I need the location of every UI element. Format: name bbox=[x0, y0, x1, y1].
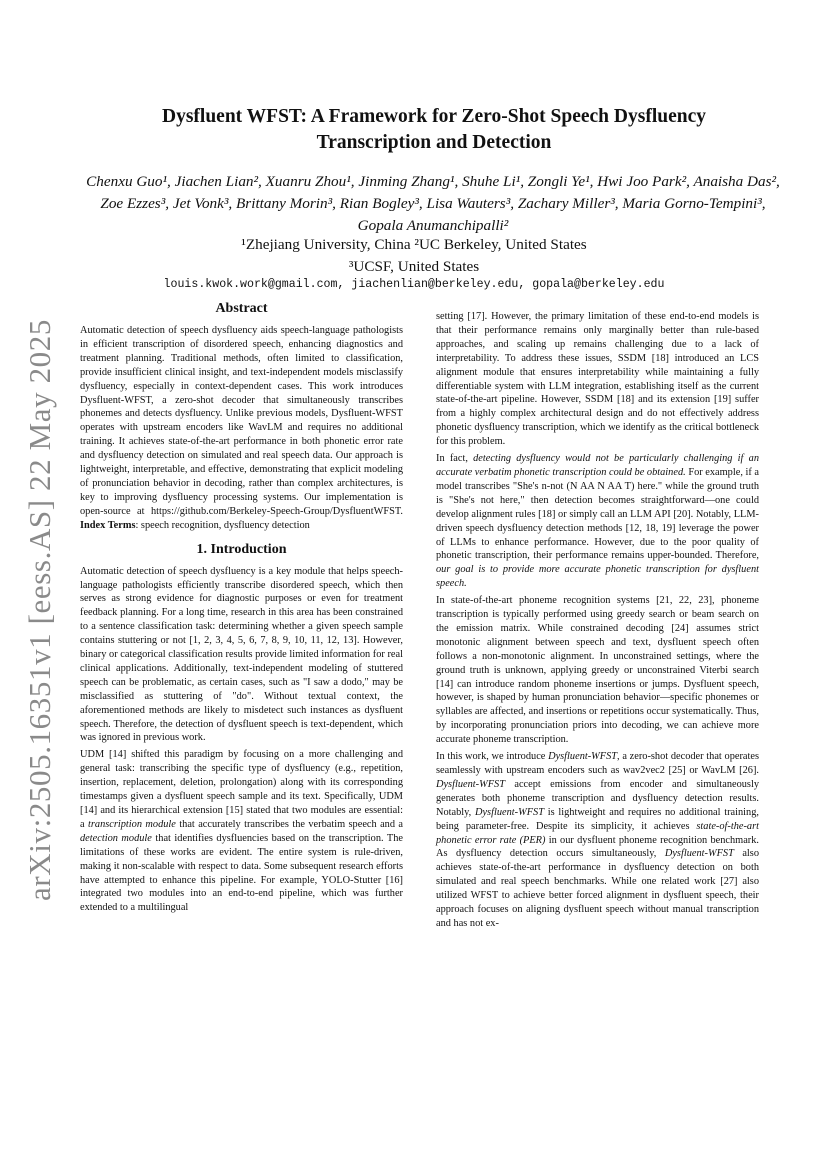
intro-paragraph-4: In fact, detecting dysfluency would not be particularly challenging if an accurate verbatim phonetic transcription could be obtained. For example, if a model transcribes "She's n-not (N AA N AA T) here." while the ground truth is "She's not here," then detection becomes straightforward—one could develop alignment rules [18] or simply call an LLM API [20]. Notably, LLM-driven speech dysfluency detection methods [12, 18, 19] leverage the power of LLMs to enhance performance. However, due to the poor quality of phonetic transcription, their performance remains upper-bounded. Therefore, our goal is to provide more accurate phonetic transcription for dysfluent speech. bbox=[436, 453, 760, 590]
intro-paragraph-2: UDM [14] shifted this paradigm by focusing on a more challenging and general task: transcribing the specific type of dysfluency (e.g., repetition, insertion, replacement, deletion, prolongation) along with its corresponding timestamps given a dysfluent speech sample and its text. Specifically, UDM [14] and its hierarchical extension [15] stated that two modules are essential: a transcription module that accurately transcribes the verbatim speech and a detection module that identifies dysfluencies based on the transcription. The limitations of these works are evident. The entire system is rule-driven, making it non-scalable with respect to data. Some subsequent research efforts have attempted to enhance this pipeline. For example, YOLO-Stutter [16] integrated two modules into an end-to-end pipeline, which was further extended to a multilingual bbox=[80, 749, 404, 914]
arxiv-identifier: arXiv:2505.16351v1 [eess.AS] 22 May 2025 bbox=[22, 319, 58, 901]
paper-title: Dysfluent WFST: A Framework for Zero-Shot Speech Dysfluency Transcription and Detection bbox=[161, 106, 706, 153]
affiliation-line-1: ¹Zhejiang University, China ²UC Berkeley, United States bbox=[241, 236, 587, 253]
intro-paragraph-1: Automatic detection of speech dysfluency is a key module that helps speech-language pathologists efficiently transcribe disordered speech, which then serves as strong evidence for diagnostic purposes or even for treatment feedback planning. For a long time, research in this area has been constrained to a sentence classification task: determining whether a given speech sample contains stuttering or not [1, 2, 3, 4, 5, 6, 7, 8, 9, 10, 11, 12, 13]. However, binary or categorical classification results provide limited information for real clinical applications. Additionally, text-independent modeling of stuttered speech can be problematic, as certain cases, such as "I saw a dodo," may be misclassified as stuttering of "do". Without textual context, the aforementioned methods are likely to misdetect such instances as dysfluent speech. Therefore, the detection of dysfluent speech is text-dependent, which was ignored in previous work. bbox=[80, 565, 403, 744]
author-emails: louis.kwok.work@gmail.com, jiachenlian@berkeley.edu, gopala@berkeley.edu bbox=[163, 278, 665, 291]
abstract-heading: Abstract bbox=[215, 301, 268, 316]
affiliation-line-2: ³UCSF, United States bbox=[348, 258, 480, 275]
intro-paragraph-3: setting [17]. However, the primary limitation of these end-to-end models is that their performance remains only marginally better than rule-based approaches, and scaling up remains challenging due to a lack of interpretability. To address these issues, SSDM [18] introduced an LCS alignment module that ensures interpretability while maintaining a fully differentiable system with LLM integration, establishing itself as the current state-of-the-art pipeline. However, SSDM [18] and its extension [19] suffer from a highly complex architectural design and do not effectively address phonetic dysfluency transcription, which we identify as the critical bottleneck for this problem. bbox=[436, 311, 759, 448]
index-terms: : speech recognition, dysfluency detection bbox=[135, 519, 310, 531]
index-terms-label: Index Terms bbox=[80, 519, 136, 531]
intro-paragraph-6: In this work, we introduce Dysfluent-WFST, a zero-shot decoder that operates seamlessly with upstream encoders such as wav2vec2 [25] or WavLM [26]. Dysfluent-WFST accept emissions from encoder and simultaneously generates both phoneme transcription and dysfluency detection results. Notably, Dysfluent-WFST is lightweight and requires no additional training, being parameter-free. Despite its simplicity, it achieves state-of-the-art phonetic error rate (PER) in our dysfluent phoneme recognition benchmark. As dysfluency detection occurs simultaneously, Dysfluent-WFST also achieves state-of-the-art performance in dysfluency detection on both simulated and real speech benchmarks. While one related work [27] also utilized WFST to achieve better forced alignment in dysfluent speech, their approach focuses on aligning dysfluent speech without manual transcription and has not ex- bbox=[436, 751, 759, 929]
abstract-body: Automatic detection of speech dysfluency aids speech-language pathologists in efficient transcription of disordered speech, enhancing diagnostics and treatment planning. Traditional methods, often limited to classification, provide insufficient clinical insight, and text-independent models misclassify dysfluency, especially in context-dependent cases. This work introduces Dysfluent-WFST, a zero-shot decoder that simultaneously transcribes phonemes and detects dysfluency. Unlike previous models, Dysfluent-WFST operates with upstream encoders like WavLM and requires no additional training. It achieves state-of-the-art performance in both phonetic error rate and dysfluency detection on simulated and real speech data. Our approach is lightweight, interpretable, and effective, demonstrating that explicit modeling of pronunciation behavior in decoding, rather than complex architectures, is key to improving dysfluency processing systems. Our implementation is open-source at https://github.com/Berkeley-Speech-Group/DysfluentWFST. Index Terms: speech recognition, dysfluency detection bbox=[80, 325, 403, 531]
right-column bbox=[436, 310, 759, 934]
author-list: Chenxu Guo¹, Jiachen Lian², Xuanru Zhou¹, Jinming Zhang¹, Shuhe Li¹, Zongli Ye¹, Hwi Joo Park², Anaisha Das², Zoe Ezzes³, Jet Vonk³, Brittany Morin³, Rian Bogley³, Lisa Wauters³, Zachary Miller³, Maria Gorno-Tempini³, Gopala Anumanchipalli² bbox=[86, 173, 780, 234]
introduction-heading: 1. Introduction bbox=[196, 541, 287, 557]
left-column bbox=[80, 300, 403, 918]
intro-paragraph-5: In state-of-the-art phoneme recognition systems [21, 22, 23], phoneme transcription is typically performed using greedy search or beam search on the emission matrix. While constrained decoding [24] assumes strict monotonic alignment between speech and text, dysfluent speech often follows a non-monotonic alignment. In unconstrained settings, where the ground truth is unknown, applying greedy or unconstrained Viterbi search [14] can introduce random phoneme insertions or jumps. Dysfluent speech, however, is shaped by human pronunciation behavior—specific phonemes or syllables are affected, and insertions or repetitions occur systematically. Thus, by incorporating pronunciation priors into decoding, we can achieve more accurate phoneme transcription. bbox=[436, 595, 759, 746]
arxiv-side-stamp bbox=[18, 319, 62, 901]
